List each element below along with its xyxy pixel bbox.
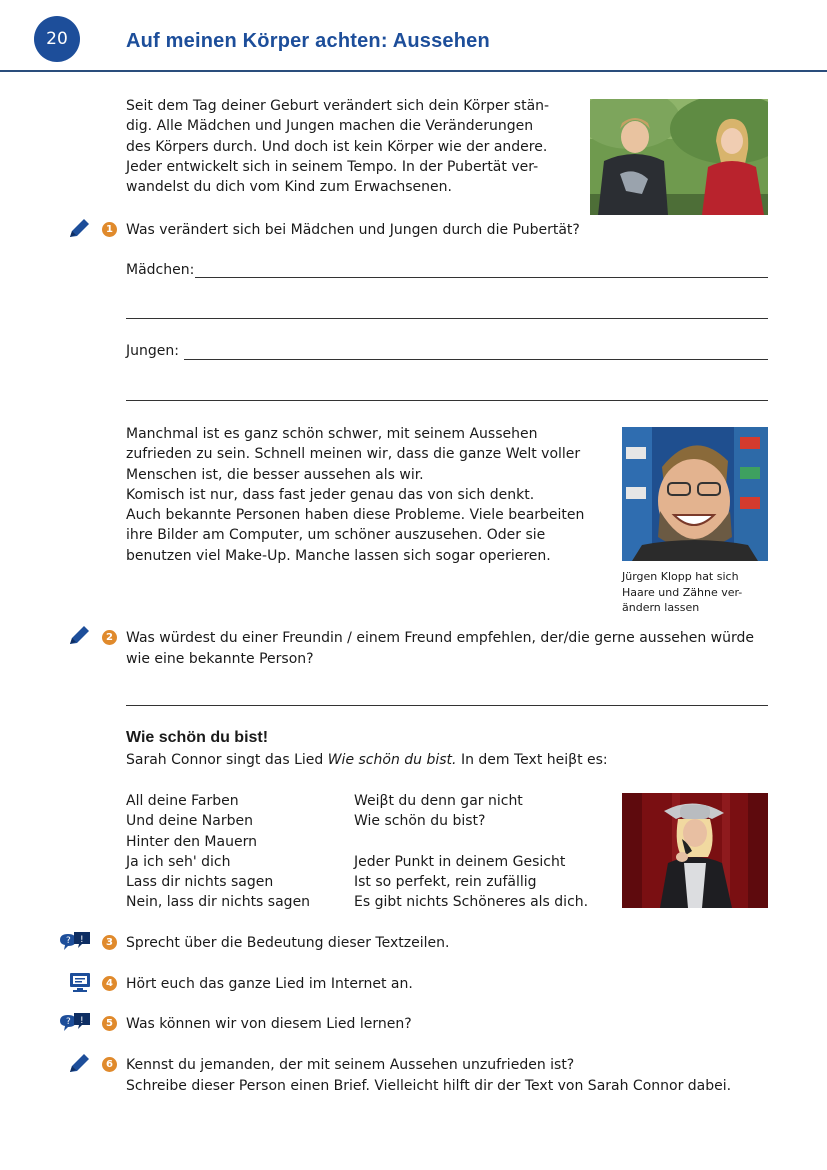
lyric-line: Hinter den Mauern [126, 833, 257, 850]
task4-text: Hört euch das ganze Lied im Internet an. [126, 976, 413, 992]
task3-text: Sprecht über die Bedeutung dieser Textzeilen. [126, 935, 450, 951]
intro-line: wandelst du dich vom Kind zum Erwachsenen. [126, 179, 452, 196]
lyric-line: Jeder Punkt in deinem Gesicht [354, 853, 566, 870]
pencil-icon [68, 624, 92, 650]
task-number-4: 4 [102, 976, 117, 991]
task-number-2: 2 [102, 630, 117, 645]
klopp-caption [622, 569, 742, 616]
lyric-line: All deine Farben [126, 793, 239, 809]
intro-line: dig. Alle Mädchen und Jungen machen die Veränderungen [126, 118, 534, 135]
lyric-line: Ist so perfekt, rein zufällig [354, 874, 537, 891]
lyric-line: Nein, lass dir nichts sagen [126, 894, 311, 911]
caption-line: Haare und Zähne ver- [622, 585, 743, 599]
caption-line: ändern lassen [622, 601, 700, 614]
song-intro [126, 750, 608, 770]
intro-line: Seit dem Tag deiner Geburt verändert sich dein Körper stän- [126, 98, 550, 114]
girls-label: Mädchen: [126, 262, 195, 278]
pencil-icon [68, 217, 92, 243]
task6-text [126, 1055, 731, 1096]
paragraph-line: ihre Bilder am Computer, um schöner auszusehen. Oder sie [126, 527, 546, 544]
klopp-photo [622, 427, 768, 561]
lyrics-left-column [126, 791, 310, 913]
paragraph-line: Menschen ist, die besser aussehen als wir. [126, 466, 424, 483]
speech-bubbles-icon [58, 1011, 92, 1037]
caption-line: Jürgen Klopp hat sich [622, 570, 739, 583]
question-line: wie eine bekannte Person? [126, 650, 314, 667]
paragraph-line: zufrieden zu sein. Schnell meinen wir, dass die ganze Welt voller [126, 446, 581, 463]
boys-label: Jungen: [126, 343, 179, 359]
answer-line[interactable] [126, 318, 768, 319]
task2-question [126, 628, 754, 669]
song-title-italic: Wie schön du bist. [327, 752, 457, 768]
answer-line[interactable] [184, 359, 768, 360]
song-intro-text: In dem Text heiβt es: [456, 752, 608, 768]
speech-bubbles-icon [58, 930, 92, 956]
svg-text:!: ! [80, 935, 84, 945]
answer-line[interactable] [195, 277, 768, 278]
task-line: Kennst du jemanden, der mit seinem Aussehen unzufrieden ist? [126, 1057, 575, 1073]
paragraph-line: benutzen viel Make-Up. Manche lassen sich sogar operieren. [126, 547, 551, 564]
paragraph-line: Komisch ist nur, dass fast jeder genau das von sich denkt. [126, 486, 535, 503]
task1-question: Was verändert sich bei Mädchen und Jungen durch die Pubertät? [126, 222, 580, 238]
task5-text: Was können wir von diesem Lied lernen? [126, 1016, 412, 1032]
song-intro-text: Sarah Connor singt das Lied [126, 752, 328, 768]
lyrics-right-column [354, 791, 588, 913]
lyric-line: Wie schön du bist? [354, 813, 486, 830]
song-heading: Wie schön du bist! [126, 729, 269, 746]
teens-photo [590, 99, 768, 215]
singer-photo [622, 793, 768, 908]
task-number-3: 3 [102, 935, 117, 950]
intro-line: Jeder entwickelt sich in seinem Tempo. In der Pubertät ver- [126, 158, 539, 175]
lyric-line: Es gibt nichts Schöneres als dich. [354, 894, 589, 911]
lyric-line: Ja ich seh' dich [126, 853, 231, 870]
page-number: 20 [46, 29, 68, 49]
page-title: Auf meinen Körper achten: Aussehen [126, 30, 490, 52]
task-number-1: 1 [102, 222, 117, 237]
header-divider [0, 70, 827, 72]
lyric-line: Und deine Narben [126, 813, 253, 830]
intro-paragraph [126, 96, 549, 197]
answer-line[interactable] [126, 400, 768, 401]
question-line: Was würdest du einer Freundin / einem Freund empfehlen, der/die gerne aussehen würde [126, 630, 754, 646]
pencil-icon [68, 1052, 92, 1078]
paragraph-line: Manchmal ist es ganz schön schwer, mit seinem Aussehen [126, 426, 538, 442]
task-number-6: 6 [102, 1057, 117, 1072]
page-number-badge [34, 16, 80, 62]
intro-line: des Körpers durch. Und doch ist kein Körper wie der andere. [126, 138, 548, 155]
svg-text:?: ? [66, 936, 71, 946]
paragraph-line: Auch bekannte Personen haben diese Probleme. Viele bearbeiten [126, 507, 585, 524]
svg-text:!: ! [80, 1016, 84, 1026]
lyric-line: Weiβt du denn gar nicht [354, 793, 523, 809]
monitor-icon [68, 970, 92, 998]
lyric-line [354, 832, 588, 852]
task-number-5: 5 [102, 1016, 117, 1031]
task-line: Schreibe dieser Person einen Brief. Vielleicht hilft dir der Text von Sarah Connor dabei. [126, 1077, 732, 1094]
lyric-line: Lass dir nichts sagen [126, 874, 274, 891]
answer-line[interactable] [126, 705, 768, 706]
appearance-paragraph [126, 424, 584, 566]
svg-text:?: ? [66, 1017, 71, 1027]
